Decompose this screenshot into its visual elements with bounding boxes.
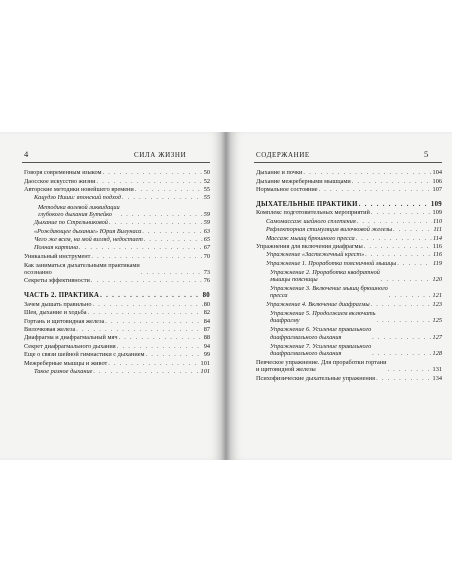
toc-entry-title: Дыхание и почки [256,169,303,177]
toc-entry [24,185,210,193]
toc-entry-page: 116 [432,242,442,250]
toc-entry-title: Массаж мышц брюшного пресса [266,234,355,242]
toc-leader-dots [108,360,199,367]
toc-leader-dots [117,343,203,350]
toc-leader-dots [119,334,203,341]
toc-entry [256,259,442,267]
toc-leader-dots [372,350,431,357]
toc-entry-page: 123 [432,300,442,308]
table-of-contents [24,168,210,375]
toc-entry-page: 82 [203,309,210,317]
toc-leader-dots [97,178,203,185]
toc-entry-title: Секрет диафрагмального дыхания [24,342,116,350]
toc-leader-dots [319,186,432,193]
table-of-contents [256,168,442,382]
toc-entry [256,233,442,241]
toc-entry-title: Даосское искусство жизни [24,177,96,185]
toc-leader-dots [352,178,432,185]
toc-entry [256,185,442,193]
toc-entry [24,308,210,316]
toc-entry-title: Упражнения для включения диафрагмы [256,242,363,250]
page-number: 4 [24,149,29,159]
toc-entry-title: Певческое упражнение. Для проработки гортани и щитовидной железы [256,359,387,374]
toc-entry [256,283,442,299]
toc-entry-page: 84 [203,317,210,325]
toc-leader-dots [371,301,432,308]
toc-entry [24,202,210,218]
toc-entry-page: 59 [203,219,210,227]
toc-entry-page: 101 [200,368,210,375]
toc-entry [24,243,210,251]
toc-entry-page: 109 [430,200,442,208]
toc-entry-page: 99 [203,351,210,359]
toc-leader-dots [91,277,203,284]
toc-entry [256,267,442,283]
toc-leader-dots [142,228,202,235]
toc-entry [24,176,210,184]
toc-entry [24,342,210,350]
toc-leader-dots [381,276,432,283]
toc-entry-title: Межреберные мышцы и живот [24,359,108,367]
right-page [230,132,452,460]
toc-entry-title: Гортань и щитовидная железа [24,317,105,325]
toc-entry-title: Нормальное состояние [256,185,318,193]
toc-entry-title: Упражнение 5. Продолжаем включать диафрагму [270,310,376,325]
toc-entry-page: 55 [203,185,210,193]
toc-entry [256,168,442,176]
toc-entry [24,316,210,324]
toc-entry-page: 119 [433,259,442,267]
toc-entry-title: Вилочковая железа [24,326,76,334]
toc-leader-dots [76,326,202,333]
toc-entry-page: 104 [432,169,442,177]
toc-entry [24,333,210,341]
toc-entry-title: Чего же всем, на мой взгляд, недостает [34,235,143,243]
toc-entry [256,242,442,250]
running-head: СИЛА ЖИЗНИ [134,151,187,159]
toc-entry [24,300,210,308]
toc-leader-dots [88,309,203,316]
toc-leader-dots [79,244,203,251]
toc-entry [24,276,210,284]
toc-leader-dots [397,260,432,267]
left-page [0,132,222,460]
toc-leader-dots [102,169,202,176]
toc-leader-dots [356,235,432,242]
toc-entry-title: Еще о связи шейной гимнастики с дыханием [24,351,145,359]
toc-leader-dots [93,301,203,308]
toc-entry-title: Методика волевой ликвидации глубокого дыхания Бутейко [38,203,120,218]
toc-part-heading [256,196,442,208]
toc-entry [256,217,442,225]
toc-entry-title: Секреты эффективности [24,277,90,285]
book-spread [0,132,452,460]
toc-entry-title: Упражнение 3. Включение мышц брюшного пресса [270,285,388,300]
toc-entry [24,350,210,358]
toc-entry-page: 80 [202,292,210,300]
toc-entry [256,300,442,308]
toc-entry-title: Упражнение «Застежечный крест» [266,251,365,259]
page-number: 5 [424,149,429,159]
toc-entry-title: Диафрагма и диафрагмальный мяч [24,334,118,342]
toc-entry-page: 107 [432,185,442,193]
toc-entry-title: Кацудзо Ниши: японский подход [34,194,121,202]
toc-entry [24,260,210,276]
toc-entry-title: Упражнение 2. Проработка квадратной мышцы поясницы [270,268,380,284]
toc-leader-dots [377,317,432,324]
toc-entry-title: ЧАСТЬ 2. ПРАКТИКА [24,292,100,300]
toc-entry [256,341,442,357]
toc-entry [256,176,442,184]
toc-entry-title: Уникальный инструмент [24,252,91,260]
header-rule [22,162,210,163]
toc-entry-page: 109 [432,209,442,217]
toc-entry [24,367,210,375]
toc-entry-page: 120 [432,276,442,284]
toc-entry-page: 76 [203,277,210,285]
toc-entry-page: 55 [203,194,210,202]
toc-entry-page: 65 [203,235,210,243]
toc-entry [256,324,442,340]
toc-entry [24,252,210,260]
toc-entry-page: 94 [203,342,210,350]
toc-entry [256,357,442,373]
toc-leader-dots [303,169,431,176]
toc-entry-page: 88 [203,334,210,342]
toc-entry-page: 101 [200,359,210,367]
toc-leader-dots [388,366,432,373]
toc-entry-page: 127 [432,333,442,341]
toc-entry-title: Упражнение 4. Включение диафрагмы [266,300,370,308]
toc-entry-title: Авторские методики новейшего времени [24,185,134,193]
toc-leader-dots [364,243,432,250]
toc-part-heading [24,288,210,300]
toc-entry-title: Шея, дыхание и ходьба [24,309,87,317]
toc-entry-page: 70 [203,252,210,260]
running-head: СОДЕРЖАНИЕ [256,151,310,159]
toc-entry-page: 128 [432,350,442,358]
toc-entry-title: «Рождающее дыхание» Юрия Вилунаса [34,227,142,235]
toc-entry-title: Такое разное дыхание [34,368,93,375]
toc-entry [24,226,210,234]
toc-leader-dots [359,201,430,208]
toc-entry-page: 111 [433,226,442,234]
toc-entry-title: Упражнение 7. Усиление правильного диафрагмального дыхания [270,342,372,358]
toc-leader-dots [135,186,203,193]
toc-leader-dots [105,318,202,325]
toc-entry [256,308,442,324]
toc-entry-page: 110 [433,217,442,225]
toc-entry-title: Зачем дышать правильно [24,300,92,308]
toc-entry [24,358,210,366]
toc-entry-page: 106 [432,177,442,185]
toc-entry [24,168,210,176]
toc-entry-title: Дыхание межреберными мышцами [256,177,351,185]
toc-leader-dots [372,334,431,341]
toc-leader-dots [144,236,203,243]
toc-entry-title: Полная картина [34,244,79,252]
toc-entry-title: Дыхание по Стрельниковой [34,219,108,227]
toc-entry-page: 63 [203,227,210,235]
toc-entry-page: 121 [432,292,442,300]
toc-leader-dots [122,194,203,201]
toc-entry-title: ДЫХАТЕЛЬНЫЕ ПРАКТИКИ [256,200,358,208]
toc-entry-page: 80 [203,300,210,308]
toc-entry-page: 131 [432,366,442,374]
toc-entry-page: 116 [433,251,442,259]
toc-entry-page: 125 [432,317,442,325]
toc-entry-page: 67 [203,244,210,252]
toc-entry-title: Упражнение 1. Проработка поясничной мышцы [266,259,397,267]
toc-entry-page: 134 [432,374,442,382]
toc-leader-dots [100,292,201,299]
header-rule [254,162,442,163]
toc-entry [24,235,210,243]
toc-entry-title: Психофизические дыхательные упражнения [256,374,376,382]
toc-leader-dots [109,219,203,226]
toc-entry-title: Говоря современным языком [24,169,102,177]
toc-entry [24,193,210,201]
toc-entry-page: 59 [203,210,210,218]
toc-entry [256,208,442,216]
toc-entry-page: 52 [203,177,210,185]
toc-leader-dots [145,351,202,358]
toc-entry [256,374,442,382]
toc-leader-dots [91,253,202,260]
toc-leader-dots [121,211,203,218]
toc-leader-dots [393,226,432,233]
toc-entry-title: Как заниматься дыхательными практиками осознанно [24,261,140,277]
toc-entry [256,225,442,233]
toc-entry-page: 73 [203,269,210,277]
toc-leader-dots [376,375,431,382]
toc-leader-dots [93,368,199,375]
toc-entry-title: Самомассаж шейного сплетения [266,217,356,225]
toc-leader-dots [389,292,432,299]
toc-entry [256,250,442,258]
toc-leader-dots [371,209,432,216]
toc-entry [24,218,210,226]
toc-entry-page: 87 [203,326,210,334]
toc-leader-dots [365,251,432,258]
toc-entry-title: Комплекс подготовительных мероприятий [256,209,370,217]
toc-leader-dots [141,269,203,276]
toc-entry-title: Рефлекторная стимуляция вилочковой железы [266,226,393,234]
toc-entry-page: 114 [433,234,442,242]
toc-entry-title: Упражнение 6. Усиление правильного диафрагмального дыхания [270,326,372,341]
toc-entry [24,325,210,333]
toc-entry-page: 50 [203,169,210,177]
toc-leader-dots [357,218,432,225]
